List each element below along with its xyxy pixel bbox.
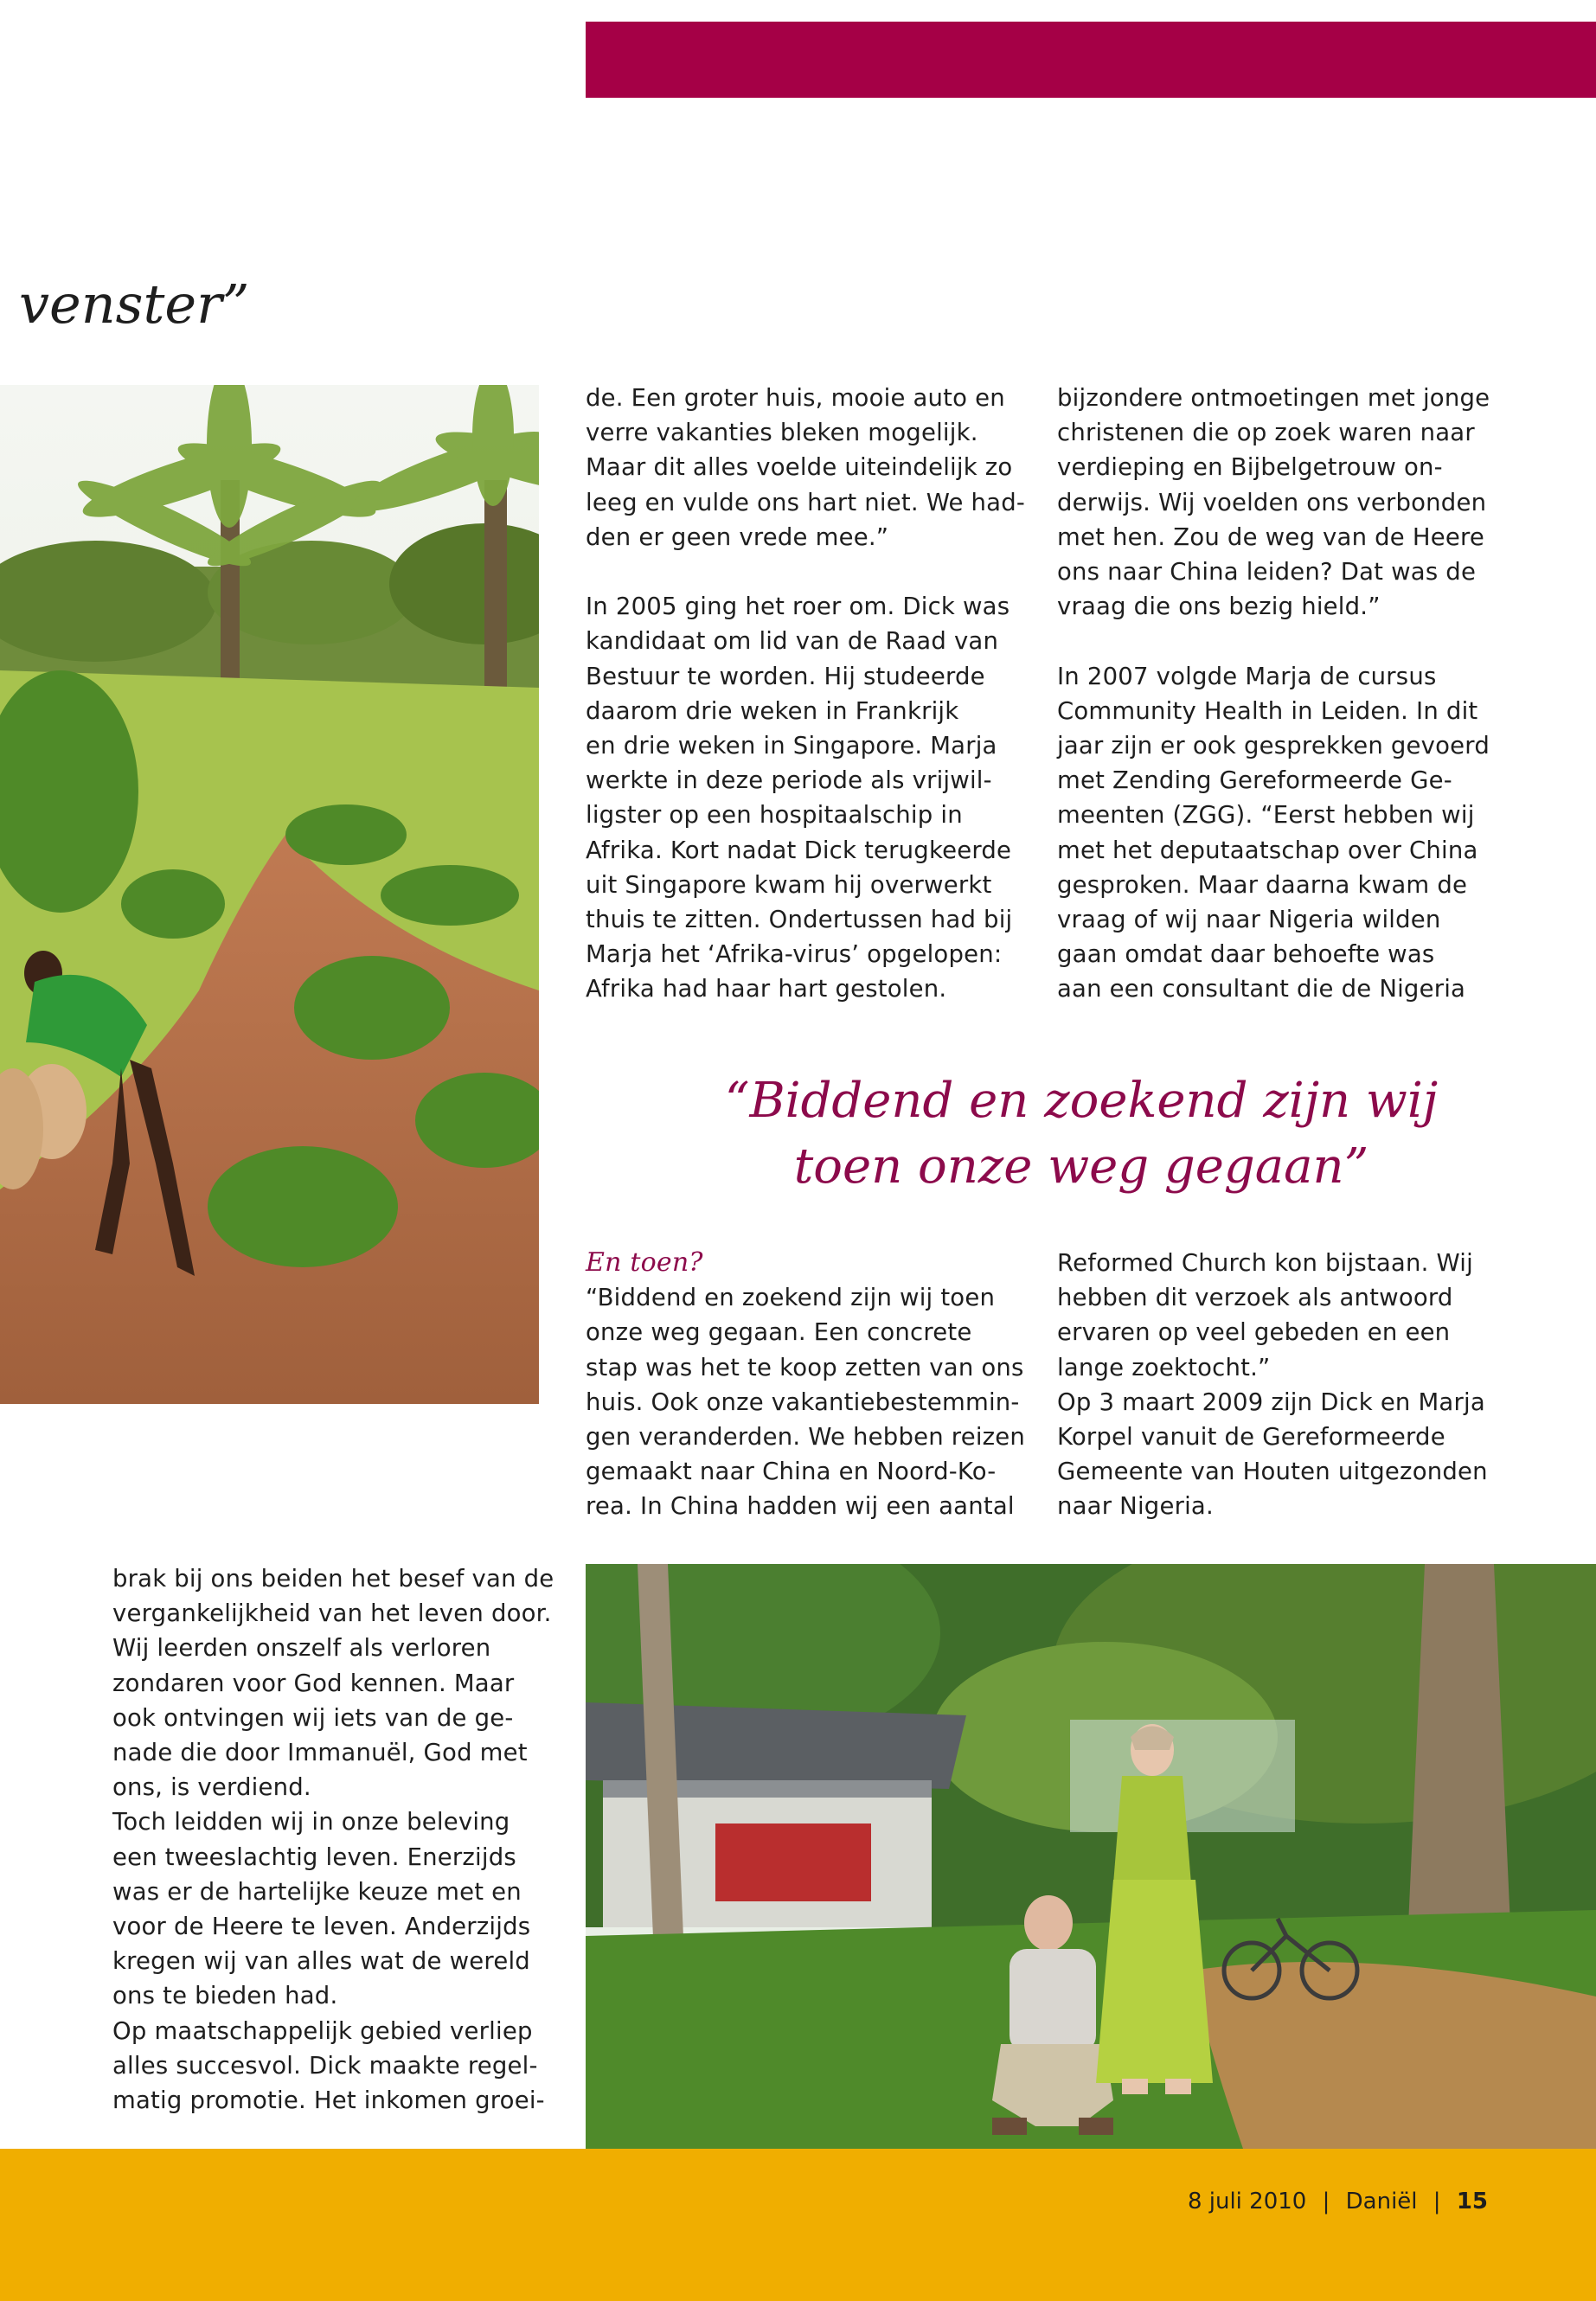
paragraph-line: Op maatschappelijk gebied verliep (112, 2016, 533, 2045)
footer-date: 8 juli 2010 (1187, 2189, 1307, 2214)
paragraph-line: uit Singapore kwam hij overwerkt (586, 870, 992, 899)
paragraph-line: Afrika had haar hart gestolen. (586, 975, 947, 1003)
paragraph-line: vergankelijkheid van het leven door. (112, 1599, 552, 1628)
paragraph-line: werkte in deze periode als vrijwil- (586, 766, 992, 795)
footer-separator: | (1322, 2189, 1330, 2214)
paragraph-line: vraag of wij naar Nigeria wilden (1057, 906, 1441, 934)
paragraph-line: Bestuur te worden. Hij studeerde (586, 662, 985, 690)
paragraph-line: voor de Heere te leven. Anderzijds (112, 1913, 531, 1941)
footer-magazine-name: Daniël (1345, 2189, 1418, 2214)
section-subheading: En toen? (586, 1247, 703, 1278)
footer-info (1188, 2189, 1488, 2214)
paragraph-line: nade die door Immanuël, God met (112, 1739, 528, 1767)
paragraph-line: verre vakanties bleken mogelijk. (586, 419, 978, 447)
paragraph-line: “Biddend en zoekend zijn wij toen (586, 1284, 996, 1312)
paragraph-line: Community Health in Leiden. In dit (1057, 696, 1478, 725)
column-middle-bottom (586, 1246, 1035, 1524)
couple-garden-illustration (586, 1564, 1596, 2149)
paragraph-line: In 2005 ging het roer om. Dick was (586, 593, 1010, 621)
pull-quote-line: “Biddend en zoekend zijn wij (724, 1073, 1439, 1129)
paragraph-line: thuis te zitten. Ondertussen had bij (586, 906, 1013, 934)
paragraph-line: lange zoektocht.” (1057, 1353, 1271, 1381)
paragraph-line: ons, is verdiend. (112, 1773, 311, 1802)
footer-bar (0, 2149, 1596, 2301)
paragraph-line: met Zending Gereformeerde Ge- (1057, 766, 1452, 795)
paragraph-line: gen veranderden. We hebben reizen (586, 1423, 1026, 1452)
paragraph-line: met het deputaatschap over China (1057, 836, 1478, 864)
paragraph-line: christenen die op zoek waren naar (1057, 419, 1475, 447)
paragraph-line: kandidaat om lid van de Raad van (586, 627, 999, 656)
paragraph-line: Gemeente van Houten uitgezonden (1057, 1458, 1488, 1486)
paragraph-line: gaan omdat daar behoefte was (1057, 940, 1435, 969)
paragraph-line: en drie weken in Singapore. Marja (586, 732, 997, 760)
paragraph-line: hebben dit verzoek als antwoord (1057, 1284, 1453, 1312)
paragraph-line: jaar zijn er ook gesprekken gevoerd (1057, 732, 1490, 760)
paragraph-line: Korpel vanuit de Gereformeerde (1057, 1423, 1445, 1452)
paragraph-line: ons te bieden had. (112, 1982, 338, 2010)
paragraph-line: bijzondere ontmoetingen met jonge (1057, 384, 1490, 412)
paragraph-line: vraag die ons bezig hield.” (1057, 593, 1381, 621)
paragraph-gap (586, 554, 1035, 589)
paragraph-line: Marja het ‘Afrika-virus’ opgelopen: (586, 940, 1003, 969)
paragraph-line: gesproken. Maar daarna kwam de (1057, 870, 1468, 899)
paragraph-line: was er de hartelijke keuze met en (112, 1877, 522, 1906)
paragraph-line: In 2007 volgde Marja de cursus (1057, 662, 1437, 690)
paragraph-line: naar Nigeria. (1057, 1492, 1214, 1521)
paragraph-line: Toch leidden wij in onze beleving (112, 1808, 510, 1836)
paragraph-line: meenten (ZGG). “Eerst hebben wij (1057, 801, 1475, 830)
article-title-fragment: venster” (19, 272, 250, 336)
paragraph-line: rea. In China hadden wij een aantal (586, 1492, 1015, 1521)
paragraph-line: Reformed Church kon bijstaan. Wij (1057, 1249, 1473, 1277)
page-number: 15 (1456, 2189, 1488, 2214)
paragraph-line: kregen wij van alles wat de wereld (112, 1947, 530, 1976)
farmland-illustration (0, 385, 539, 1404)
column-right-top (1057, 381, 1542, 1007)
paragraph-line: zondaren voor God kennen. Maar (112, 1669, 515, 1697)
paragraph-line: brak bij ons beiden het besef van de (112, 1565, 554, 1593)
paragraph-line: stap was het te koop zetten van ons (586, 1353, 1024, 1381)
paragraph-line: aan een consultant die de Nigeria (1057, 975, 1466, 1003)
pull-quote-line: toen onze weg gegaan” (793, 1138, 1369, 1195)
paragraph-line: huis. Ook onze vakantiebestemmin- (586, 1388, 1020, 1416)
paragraph-line: ons naar China leiden? Dat was de (1057, 558, 1477, 586)
paragraph-line: ook ontvingen wij iets van de ge- (112, 1703, 514, 1732)
paragraph-line: ligster op een hospitaalschip in (586, 801, 963, 830)
paragraph-line: alles succesvol. Dick maakte regel- (112, 2051, 538, 2080)
pull-quote (623, 1068, 1540, 1200)
paragraph-line: gemaakt naar China en Noord-Ko- (586, 1458, 997, 1486)
paragraph-line: daarom drie weken in Frankrijk (586, 696, 959, 725)
paragraph-line: met hen. Zou de weg van de Heere (1057, 522, 1485, 551)
footer-separator: | (1433, 2189, 1441, 2214)
paragraph-line: Op 3 maart 2009 zijn Dick en Marja (1057, 1388, 1485, 1416)
top-accent-bar (586, 22, 1596, 98)
column-middle-top (586, 381, 1035, 1007)
photo-couple-garden (586, 1564, 1596, 2149)
paragraph-line: derwijs. Wij voelden ons verbonden (1057, 488, 1487, 516)
paragraph-line: ervaren op veel gebeden en een (1057, 1318, 1451, 1347)
paragraph-line: Wij leerden onszelf als verloren (112, 1634, 491, 1663)
paragraph-line: de. Een groter huis, mooie auto en (586, 384, 1005, 412)
paragraph-line: Maar dit alles voelde uiteindelijk zo (586, 453, 1013, 482)
paragraph-gap (1057, 624, 1542, 658)
paragraph-line: matig promotie. Het inkomen groei- (112, 2086, 545, 2115)
paragraph-line: leeg en vulde ons hart niet. We had- (586, 488, 1026, 516)
column-left-bottom (112, 1561, 562, 2118)
paragraph-line: den er geen vrede mee.” (586, 522, 889, 551)
photo-farmland (0, 385, 539, 1404)
paragraph-line: onze weg gegaan. Een concrete (586, 1318, 972, 1347)
column-right-bottom (1057, 1246, 1542, 1524)
paragraph-line: verdieping en Bijbelgetrouw on- (1057, 453, 1443, 482)
paragraph-line: Afrika. Kort nadat Dick terugkeerde (586, 836, 1012, 864)
paragraph-line: een tweeslachtig leven. Enerzijds (112, 1843, 516, 1871)
